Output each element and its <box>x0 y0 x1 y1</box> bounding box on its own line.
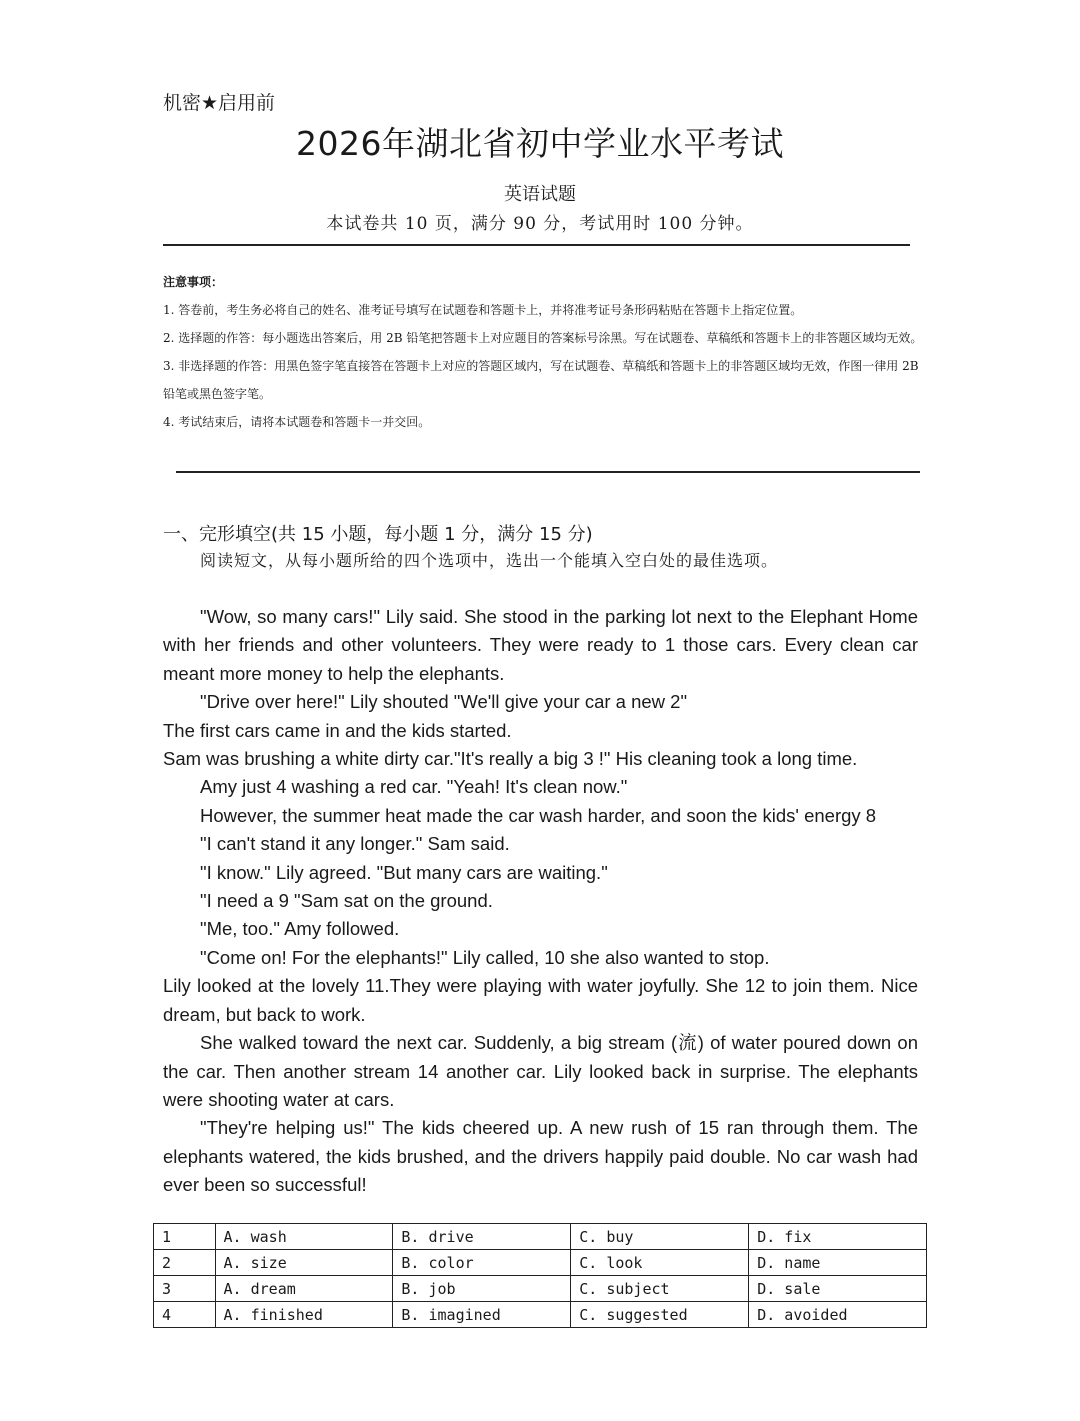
cloze-passage <box>163 603 918 1200</box>
exam-info: 本试卷共 10 页，满分 90 分，考试用时 100 分钟。 <box>326 214 754 234</box>
note-item: 1. 答卷前，考生务必将自己的姓名、准考证号填写在试题卷和答题卡上，并将准考证号条形码粘贴在答题卡上指定位置。 <box>163 303 803 317</box>
passage-paragraph: "Drive over here!" Lily shouted "We'll give your car a new 2" <box>200 691 688 713</box>
option-b: B. imagined <box>393 1302 571 1328</box>
confidential-label: 机密★启用前 <box>163 92 276 114</box>
divider-bottom <box>176 471 920 473</box>
option-c: C. suggested <box>571 1302 749 1328</box>
option-a: A. finished <box>215 1302 393 1328</box>
option-d: D. name <box>749 1250 927 1276</box>
option-c: C. subject <box>571 1276 749 1302</box>
note-item: 3. 非选择题的作答：用黑色签字笔直接答在答题卡上对应的答题区域内，写在试题卷、草稿纸和答题卡上的非答题区域均无效，作图一律用 2B 铅笔或黑色签字笔。 <box>163 359 919 401</box>
option-a: A. dream <box>215 1276 393 1302</box>
passage-paragraph: "I can't stand it any longer." Sam said. <box>200 833 510 855</box>
note-item: 2. 选择题的作答：每小题选出答案后，用 2B 铅笔把答题卡上对应题目的答案标号涂黑。写在试题卷、草稿纸和答题卡上的非答题区域均无效。 <box>163 331 923 345</box>
passage-paragraph: "Come on! For the elephants!" Lily called, 10 she also wanted to stop. <box>200 946 770 968</box>
option-a: A. wash <box>215 1224 393 1250</box>
option-d: D. sale <box>749 1276 927 1302</box>
passage-paragraph: "Me, too." Amy followed. <box>200 918 400 940</box>
passage-paragraph: "They're helping us!" The kids cheered up. A new rush of 15 ran through them. The elephants watered, the kids brushed, and the drivers happily paid double. No car wash had ever been so successful! <box>163 1117 918 1196</box>
passage-paragraph: "I need a 9 "Sam sat on the ground. <box>200 890 493 912</box>
subject-title: 英语试题 <box>504 184 576 205</box>
passage-paragraph: Amy just 4 washing a red car. "Yeah! It's clean now." <box>200 776 628 798</box>
option-d: D. avoided <box>749 1302 927 1328</box>
question-number: 3 <box>154 1276 216 1302</box>
notes-heading: 注意事项： <box>163 275 224 289</box>
passage-paragraph: "I know." Lily agreed. "But many cars are waiting." <box>200 861 608 883</box>
option-d: D. fix <box>749 1224 927 1250</box>
section-heading: 一、完形填空(共 15 小题，每小题 1 分，满分 15 分) <box>163 524 593 545</box>
table-row <box>154 1276 927 1302</box>
table-row <box>154 1224 927 1250</box>
passage-paragraph: "Wow, so many cars!" Lily said. She stood in the parking lot next to the Elephant Home with her friends and other volunteers. They were ready to 1 those cars. Every clean car meant more money to help the elephants. <box>163 606 918 684</box>
option-b: B. job <box>393 1276 571 1302</box>
passage-paragraph: Sam was brushing a white dirty car."It's really a big 3 !" His cleaning took a long time. <box>163 748 858 770</box>
passage-paragraph: However, the summer heat made the car wash harder, and soon the kids' energy 8 <box>200 804 877 826</box>
passage-paragraph: Lily looked at the lovely 11.They were playing with water joyfully. She 12 to join them. Nice dream, but back to work. <box>163 975 918 1025</box>
option-c: C. buy <box>571 1224 749 1250</box>
option-b: B. drive <box>393 1224 571 1250</box>
table-row <box>154 1250 927 1276</box>
section-instruction: 阅读短文，从每小题所给的四个选项中，选出一个能填入空白处的最佳选项。 <box>200 551 779 570</box>
option-b: B. color <box>393 1250 571 1276</box>
divider-top <box>163 244 910 246</box>
passage-paragraph: The first cars came in and the kids started. <box>163 719 512 741</box>
question-number: 2 <box>154 1250 216 1276</box>
exam-title: 2026年湖北省初中学业水平考试 <box>296 124 784 163</box>
options-table <box>153 1223 927 1328</box>
passage-paragraph: She walked toward the next car. Suddenly, a big stream (流) of water poured down on the car. Then another stream 14 another car. Lily looked back in surprise. The elephants were shooting water at cars. <box>163 1032 918 1110</box>
option-a: A. size <box>215 1250 393 1276</box>
question-number: 4 <box>154 1302 216 1328</box>
note-item: 4. 考试结束后，请将本试题卷和答题卡一并交回。 <box>163 415 431 429</box>
question-number: 1 <box>154 1224 216 1250</box>
notes-block <box>163 268 923 436</box>
option-c: C. look <box>571 1250 749 1276</box>
table-row <box>154 1302 927 1328</box>
